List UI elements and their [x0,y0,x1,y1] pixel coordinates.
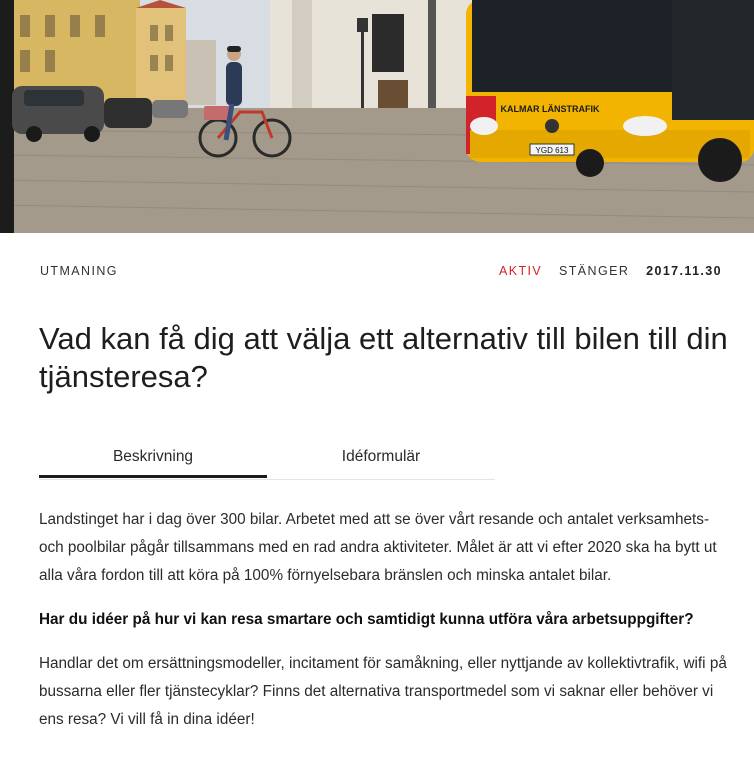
tab-ideformular[interactable]: Idéformulär [341,448,421,465]
hero-illustration [0,0,754,233]
svg-text:KALMAR LÄNSTRAFIK: KALMAR LÄNSTRAFIK [500,104,600,114]
tab-beskrivning[interactable]: Beskrivning [112,448,194,465]
page-title: Vad kan få dig att välja ett alternativ till bilen till din tjänsteresa? [39,321,728,394]
challenge-meta [40,264,722,280]
question-heading: Har du idéer på hur vi kan resa smartare och samtidigt kunna utföra våra arbetsuppgifter? [39,611,694,628]
intro-paragraph: Landstinget har i dag över 300 bilar. Arbetet med att se över vårt resande och antalet verksamhets- och poolbilar pågår tillsammans med en rad andra aktiviteter. Målet är att vi efter 2020 ska ha bytt ut alla våra fordon till att köra på 100% förnyelsebara bränslen och minska antalet bilar. [39,511,717,584]
status-badge: AKTIV [499,264,543,278]
details-paragraph: Handlar det om ersättningsmodeller, incitament för samåkning, eller nyttjande av kollektivtrafik, wifi på bussarna eller fler tjänstecyklar? Finns det alternativa transportmedel som vi saknar eller behöver vi ens resa? Vi vill få in dina idéer! [39,655,727,728]
closes-label: STÄNGER [559,264,630,278]
active-tab-indicator [39,475,267,478]
category-label: UTMANING [40,264,118,278]
hero-image [0,0,754,233]
closes-date: 2017.11.30 [646,264,722,278]
description-content [39,506,729,750]
status-group [499,264,722,278]
svg-text:YGD 613: YGD 613 [535,146,569,155]
tab-bar [39,448,495,480]
